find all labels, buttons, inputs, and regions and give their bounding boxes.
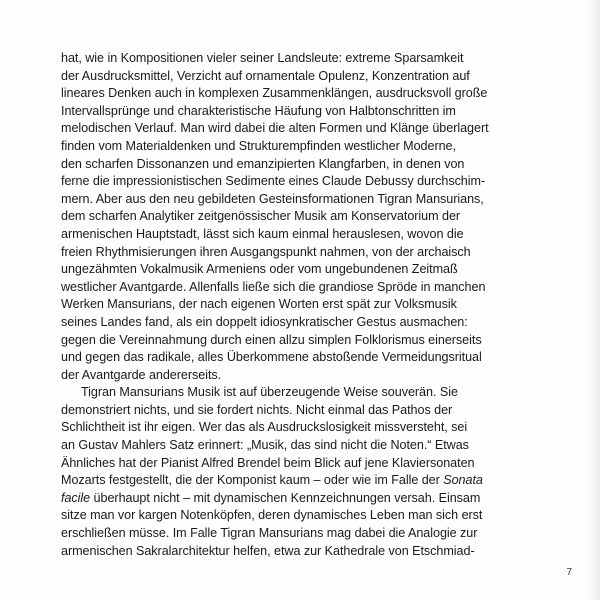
text-line: Ähnliches hat der Pianist Alfred Brendel beim Blick auf jene Klaviersonaten bbox=[61, 455, 475, 470]
text-line: hat, wie in Kompositionen vieler seiner Landsleute: extreme Sparsamkeit bbox=[61, 51, 464, 65]
text-line: Tigran Mansurians Musik ist auf überzeugende Weise souverän. Sie bbox=[81, 385, 458, 400]
text-line: lineares Denken auch in komplexen Zusammenklängen, ausdrucksvoll große bbox=[61, 86, 488, 101]
text-line: Intervallsprünge und charakteristische Häufung von Halbtonschritten im bbox=[61, 103, 456, 118]
paragraph-2 bbox=[61, 384, 551, 560]
text-line: der Avantgarde andererseits. bbox=[61, 367, 222, 382]
text-line bbox=[61, 490, 551, 508]
text-line: armenischen Sakralarchitektur helfen, etwa zur Kathedrale von Etschmiad- bbox=[61, 543, 475, 558]
text-line: an Gustav Mahlers Satz erinnert: „Musik, das sind nicht die Noten.“ Etwas bbox=[61, 438, 469, 453]
text-line bbox=[61, 472, 551, 490]
text-line: seines Landes fand, als ein doppelt idiosynkratischer Gestus ausmachen: bbox=[61, 314, 468, 329]
text-line: dem scharfen Analytiker zeitgenössischer Musik am Konservatorium der bbox=[61, 209, 461, 224]
body-text bbox=[61, 50, 551, 560]
text-line: demonstriert nichts, und sie fordert nichts. Nicht einmal das Pathos der bbox=[61, 402, 453, 417]
text-line: Schlichtheit ist ihr eigen. Wer das als Ausdruckslosigkeit missversteht, sei bbox=[61, 420, 468, 435]
text-line: armenischen Hauptstadt, lässt sich kaum einmal herauslesen, wovon die bbox=[61, 226, 464, 241]
text-line: westlicher Avantgarde. Allenfalls ließe sich die grandiose Spröde in manchen bbox=[61, 279, 486, 294]
text-fragment: überhaupt nicht – mit dynamischen Kennzeichnungen versah. Einsam bbox=[90, 490, 481, 505]
text-line: freien Rhythmisierungen ihren Ausgangspunkt nahmen, von der archaisch bbox=[61, 244, 471, 259]
text-line: mern. Aber aus den neu gebildeten Gesteinsformationen Tigran Mansurians, bbox=[61, 191, 484, 206]
text-line: ungezähmten Vokalmusik Armeniens oder vom ungebundenen Zeitmaß bbox=[61, 262, 458, 277]
text-line: der Ausdrucksmittel, Verzicht auf ornamentale Opulenz, Konzentration auf bbox=[61, 68, 470, 83]
page-spine-shadow bbox=[586, 0, 600, 600]
text-line: gegen die Vereinnahmung durch einen allzu simplen Folklorismus einerseits bbox=[61, 332, 482, 347]
page-number: 7 bbox=[566, 567, 572, 578]
text-line: ferne die impressionistischen Sedimente eines Claude Debussy durchschim- bbox=[61, 174, 486, 189]
text-line: sitze man vor kargen Notenköpfen, deren dynamisches Leben man sich erst bbox=[61, 508, 483, 523]
text-line: den scharfen Dissonanzen und emanzipierten Klangfarben, in denen von bbox=[61, 156, 465, 171]
text-line: und gegen das radikale, alles Überkommene abstoßende Vermeidungsritual bbox=[61, 350, 482, 365]
text-line: Werken Mansurians, der nach eigenen Worten erst spät zur Volksmusik bbox=[61, 297, 457, 312]
text-line: melodischen Verlauf. Man wird dabei die alten Formen und Klänge überlagert bbox=[61, 121, 489, 136]
text-fragment: Mozarts festgestellt, die der Komponist kaum – oder wie im Falle der bbox=[61, 473, 444, 488]
italic-title-continued: facile bbox=[61, 490, 91, 505]
paragraph-1 bbox=[61, 50, 551, 384]
text-line: erschließen müsse. Im Falle Tigran Mansurians mag dabei die Analogie zur bbox=[61, 526, 478, 541]
italic-title: Sonata bbox=[443, 473, 483, 488]
text-line: finden vom Materialdenken und Strukturempfinden westlicher Moderne, bbox=[61, 138, 456, 153]
